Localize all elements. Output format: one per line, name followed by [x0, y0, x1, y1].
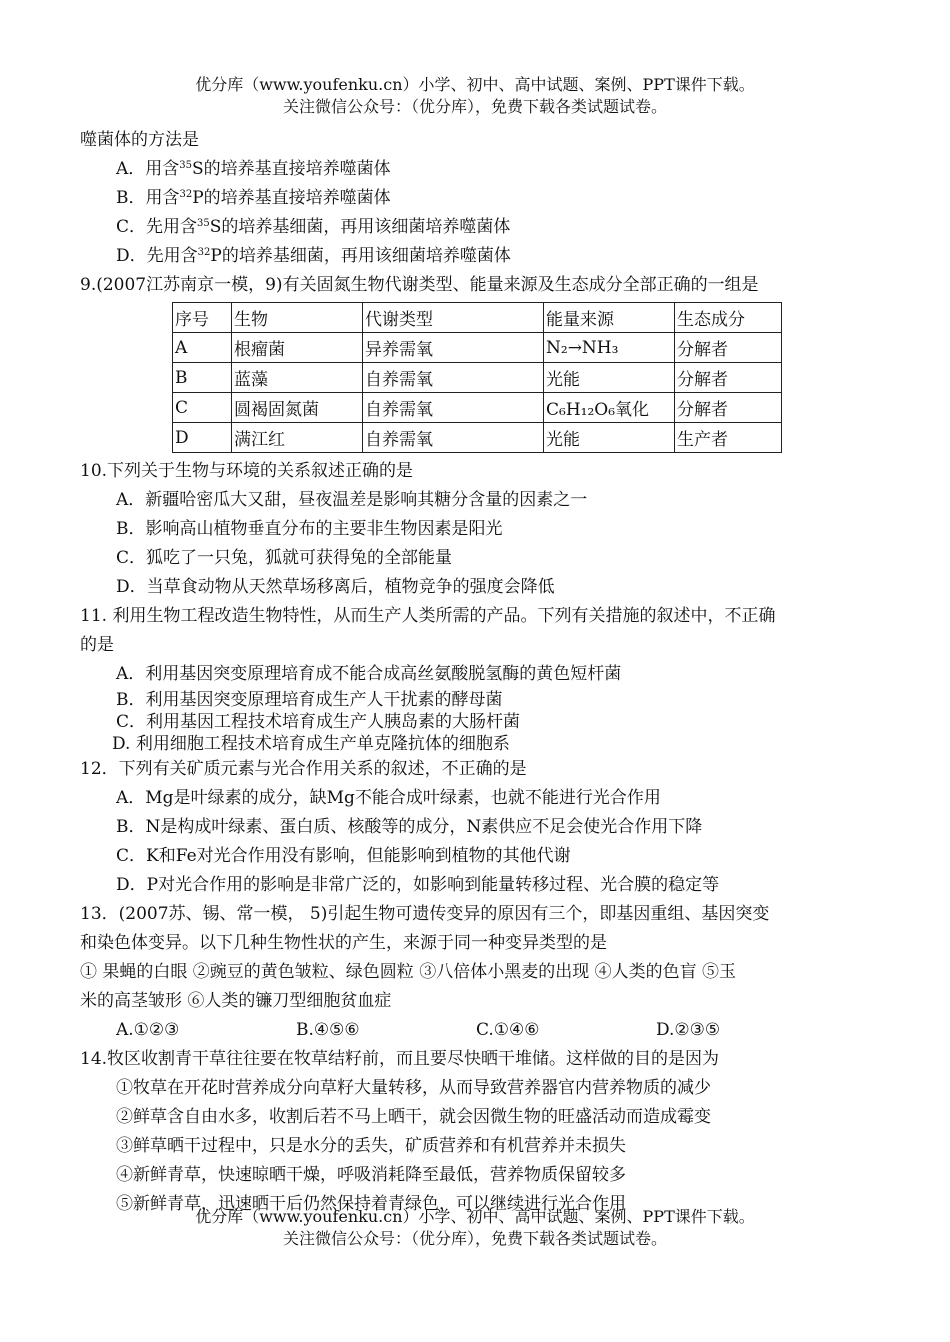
q13-stem-line-1: 13．(2007苏、锡、常一模， 5)引起生物可遗传变异的原因有三个，即基因重组、基因突变 [80, 904, 770, 924]
header-line-1: 优分库（www.youfenku.cn）小学、初中、高中试题、案例、PPT课件下载。 [195, 75, 755, 94]
q11-option-a: A．利用基因突变原理培育成不能合成高丝氨酸脱氢酶的黄色短杆菌 [116, 664, 622, 684]
q12-option-b: B．N是构成叶绿素、蛋白质、核酸等的成分，N素供应不足会使光合作用下降 [116, 817, 703, 837]
table-row [173, 363, 782, 393]
q14-item-5: ⑤新鲜青草，迅速晒干后仍然保持着青绿色，可以继续进行光合作用 [116, 1194, 626, 1214]
table-cell: 蓝藻 [232, 363, 363, 393]
table-cell: 自养需氧 [363, 363, 544, 393]
table-cell: 圆褐固氮菌 [232, 393, 363, 423]
q14-item-3: ③鲜草晒干过程中，只是水分的丢失，矿质营养和有机营养并未损失 [116, 1136, 626, 1156]
header-cell: 生态成分 [675, 303, 782, 333]
q14-item-1: ①牧草在开花时营养成分向草籽大量转移，从而导致营养器官内营养物质的减少 [116, 1078, 711, 1098]
table-cell: 光能 [544, 363, 675, 393]
table-cell: N₂→NH₃ [544, 333, 675, 363]
table-header-row [173, 303, 782, 333]
table-row [173, 423, 782, 453]
table-cell: 满江红 [232, 423, 363, 453]
table-row [173, 333, 782, 363]
q13-items-line-2: 米的高茎皱形 ⑥人类的镰刀型细胞贫血症 [80, 991, 392, 1011]
q8-option-a: A．用含$^{35}$S的培养基直接培养噬菌体 [116, 159, 391, 179]
table-cell: A [173, 333, 232, 363]
table-cell: 分解者 [675, 393, 782, 423]
q9-table [172, 302, 782, 453]
footer-line-1: 优分库（www.youfenku.cn）小学、初中、高中试题、案例、PPT课件下载。 [195, 1207, 755, 1226]
footer-line-2: 关注微信公众号：（优分库），免费下载各类试题试卷。 [282, 1229, 667, 1248]
q11-option-d: D. 利用细胞工程技术培育成生产单克隆抗体的细胞系 [112, 734, 510, 754]
q13-options [80, 1016, 880, 1045]
q10-stem: 10.下列关于生物与环境的关系叙述正确的是 [80, 461, 414, 481]
q12-option-a: A．Mg是叶绿素的成分，缺Mg不能合成叶绿素，也就不能进行光合作用 [116, 788, 661, 808]
q11-option-b: B．利用基因突变原理培育成生产人干扰素的酵母菌 [116, 690, 503, 710]
q8-option-b: B．用含$^{32}$P的培养基直接培养噬菌体 [116, 188, 391, 208]
q10-option-a: A．新疆哈密瓜大又甜，昼夜温差是影响其糖分含量的因素之一 [116, 490, 588, 510]
q12-option-c: C．K和Fe对光合作用没有影响，但能影响到植物的其他代谢 [116, 846, 571, 866]
question-content [80, 126, 880, 1219]
q10-option-c: C．狐吃了一只兔，狐就可获得兔的全部能量 [116, 548, 453, 568]
table-cell: B [173, 363, 232, 393]
q12-option-d: D．P对光合作用的影响是非常广泛的，如影响到能量转移过程、光合膜的稳定等 [116, 875, 720, 895]
q8-continuation: 噬菌体的方法是 [80, 130, 199, 150]
q14-item-2: ②鲜草含自由水多，收割后若不马上晒干，就会因微生物的旺盛活动而造成霉变 [116, 1107, 711, 1127]
q8-option-c: C．先用含$^{35}$S的培养基细菌，再用该细菌培养噬菌体 [116, 217, 511, 237]
table-cell: D [173, 423, 232, 453]
table-cell: 异养需氧 [363, 333, 544, 363]
table-cell: 光能 [544, 423, 675, 453]
page-footer [0, 1206, 950, 1250]
q13-option-a: A.①②③ [116, 1020, 180, 1040]
table-cell: 生产者 [675, 423, 782, 453]
q13-option-b: B.④⑤⑥ [296, 1020, 360, 1040]
table-row [173, 393, 782, 423]
q8-option-d: D．先用含$^{32}$P的培养基细菌，再用该细菌培养噬菌体 [116, 246, 511, 266]
q13-items-line-1: ① 果蝇的白眼 ②豌豆的黄色皱粒、绿色圆粒 ③八倍体小黑麦的出现 ④人类的色盲 ⑤玉 [80, 962, 737, 982]
table-cell: 自养需氧 [363, 393, 544, 423]
table-cell: 分解者 [675, 333, 782, 363]
header-cell: 序号 [173, 303, 232, 333]
table-cell: C [173, 393, 232, 423]
q13-option-c: C.①④⑥ [476, 1020, 540, 1040]
header-line-2: 关注微信公众号：（优分库），免费下载各类试题试卷。 [282, 97, 667, 116]
q13-option-d: D.②③⑤ [656, 1020, 721, 1040]
q13-stem-line-2: 和染色体变异。以下几种生物性状的产生，来源于同一种变异类型的是 [80, 933, 607, 953]
q11-stem-line-2: 的是 [80, 635, 114, 655]
table-cell: 分解者 [675, 363, 782, 393]
header-cell: 生物 [232, 303, 363, 333]
table-cell: 根瘤菌 [232, 333, 363, 363]
page-header [0, 74, 950, 118]
q11-stem-line-1: 11. 利用生物工程改造生物特性，从而生产人类所需的产品。下列有关措施的叙述中，不正确 [80, 606, 776, 626]
q10-option-b: B．影响高山植物垂直分布的主要非生物因素是阳光 [116, 519, 503, 539]
q14-stem: 14.牧区收割青干草往往要在牧草结籽前，而且要尽快晒干堆储。这样做的目的是因为 [80, 1049, 720, 1069]
table-cell: C₆H₁₂O₆氧化 [544, 393, 675, 423]
q11-option-c: C．利用基因工程技术培育成生产人胰岛素的大肠杆菌 [116, 712, 521, 732]
table-cell: 自养需氧 [363, 423, 544, 453]
q9-stem: 9.(2007江苏南京一模，9)有关固氮生物代谢类型、能量来源及生态成分全部正确的一组是 [80, 275, 759, 295]
header-cell: 代谢类型 [363, 303, 544, 333]
header-cell: 能量来源 [544, 303, 675, 333]
q12-stem: 12．下列有关矿质元素与光合作用关系的叙述，不正确的是 [80, 759, 527, 779]
q10-option-d: D．当草食动物从天然草场移离后，植物竞争的强度会降低 [116, 577, 555, 597]
q14-item-4: ④新鲜青草，快速晾晒干燥，呼吸消耗降至最低，营养物质保留较多 [116, 1165, 626, 1185]
